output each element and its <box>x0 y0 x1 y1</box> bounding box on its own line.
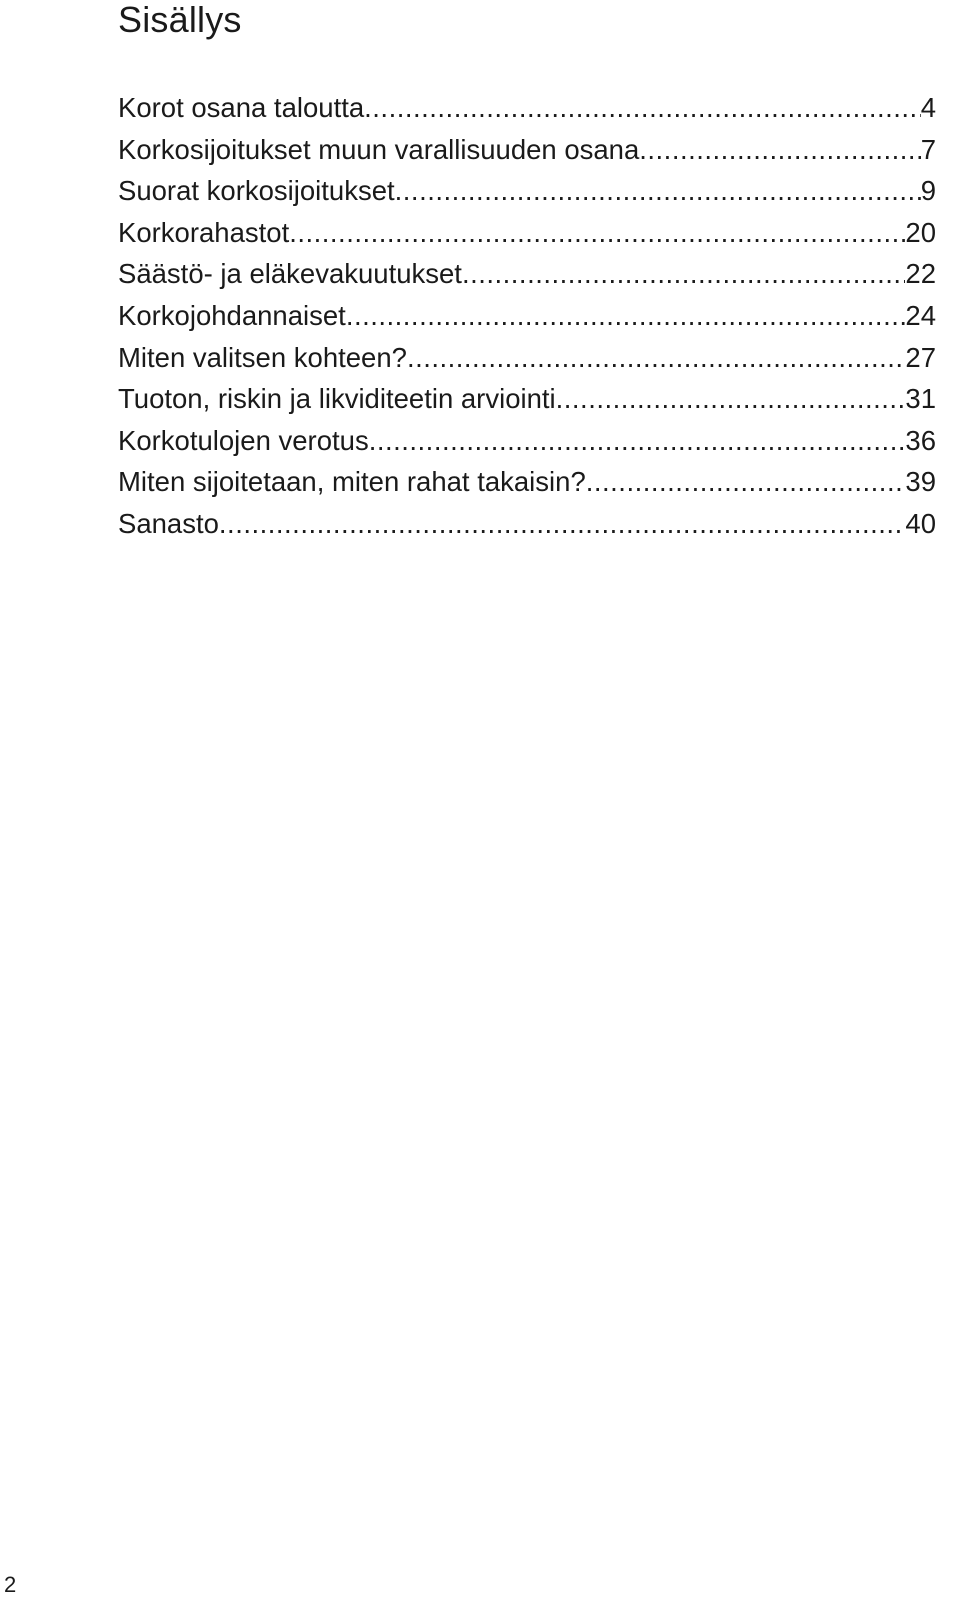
toc-dot-leader <box>219 503 905 545</box>
toc-entry-title: Korot osana taloutta <box>118 92 365 123</box>
toc-entry[interactable] <box>118 212 936 254</box>
toc-entry-title: Korkorahastot <box>118 216 290 248</box>
toc-entry-title: Miten valitsen kohteen? <box>118 341 407 373</box>
toc-entry[interactable] <box>118 503 936 545</box>
toc-entry-page: 9 <box>920 175 936 207</box>
toc-entry-title: Tuoton, riskin ja likviditeetin arviointi <box>118 383 556 415</box>
page-number: 2 <box>4 1572 17 1597</box>
toc-entry-title: Korkotulojen verotus <box>118 424 369 456</box>
toc-entry-page: 20 <box>905 216 936 248</box>
toc-entry-page: 40 <box>905 507 936 539</box>
toc-entry-page: 36 <box>905 424 936 456</box>
toc-entry-page: 39 <box>905 466 936 498</box>
toc-dot-leader <box>639 129 920 171</box>
toc-entry-page: 24 <box>905 299 936 331</box>
toc-entry-title: Korkojohdannaiset <box>118 299 346 331</box>
toc-entry-page: 22 <box>905 258 936 290</box>
toc-entry[interactable] <box>118 295 936 337</box>
toc-dot-leader <box>346 295 906 337</box>
toc-entry[interactable] <box>118 378 936 420</box>
toc-dot-leader <box>364 87 921 129</box>
toc-entry[interactable] <box>118 253 936 295</box>
toc-entry-title: Suorat korkosijoitukset <box>118 175 395 207</box>
toc-dot-leader <box>395 170 921 212</box>
toc-dot-leader <box>369 420 906 462</box>
toc-entry-page: 4 <box>920 92 936 123</box>
toc-dot-leader <box>556 378 906 420</box>
toc-dot-leader <box>289 212 905 254</box>
toc-entry-page: 7 <box>920 133 936 165</box>
toc-entry-title: Säästö- ja eläkevakuutukset <box>118 258 462 290</box>
toc-dot-leader <box>586 461 906 503</box>
toc-entry[interactable] <box>118 461 936 503</box>
table-of-contents <box>118 87 936 545</box>
toc-dot-leader <box>462 253 905 295</box>
toc-entry-page: 31 <box>905 383 936 415</box>
toc-dot-leader <box>407 337 905 379</box>
toc-entry-title: Sanasto <box>118 507 219 539</box>
toc-entry[interactable] <box>118 420 936 462</box>
toc-entry-page: 27 <box>905 341 936 373</box>
toc-entry-title: Korkosijoitukset muun varallisuuden osana <box>118 133 640 165</box>
toc-entry[interactable] <box>118 129 936 171</box>
page-title: Sisällys <box>118 0 242 40</box>
toc-entry-title: Miten sijoitetaan, miten rahat takaisin? <box>118 466 586 498</box>
toc-entry[interactable] <box>118 87 936 129</box>
toc-entry[interactable] <box>118 337 936 379</box>
toc-entry[interactable] <box>118 170 936 212</box>
